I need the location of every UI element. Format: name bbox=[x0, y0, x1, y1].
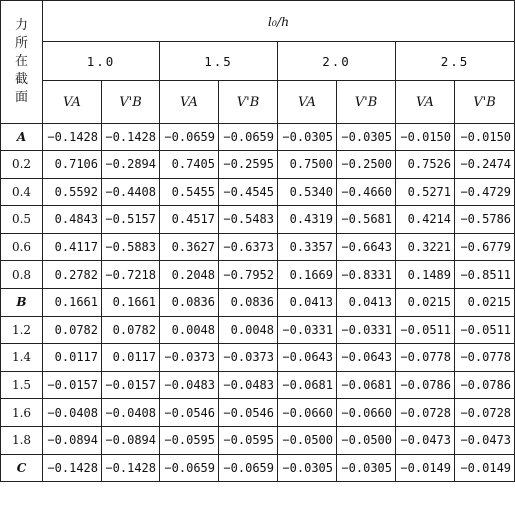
ratio-value-header: 1.5 bbox=[160, 42, 278, 81]
table-cell: −0.0500 bbox=[278, 426, 337, 454]
table-cell: 0.3221 bbox=[396, 233, 455, 261]
section-label: 1.6 bbox=[1, 399, 43, 427]
symbol-header-va: VA bbox=[160, 81, 219, 124]
section-label: 0.8 bbox=[1, 261, 43, 289]
symbol-header-vb: V'B bbox=[219, 81, 278, 124]
table-cell: −0.0659 bbox=[219, 454, 278, 482]
table-cell: 0.7500 bbox=[278, 151, 337, 179]
table-cell: −0.0305 bbox=[278, 124, 337, 151]
table-cell: 0.0048 bbox=[219, 316, 278, 344]
table-row bbox=[1, 233, 515, 261]
table-cell: −0.7952 bbox=[219, 261, 278, 289]
table-cell: −0.0511 bbox=[455, 316, 515, 344]
table-cell: −0.6779 bbox=[455, 233, 515, 261]
table-row bbox=[1, 124, 515, 151]
table-row bbox=[1, 399, 515, 427]
table-cell: 0.1661 bbox=[102, 288, 160, 316]
table-cell: −0.1428 bbox=[102, 454, 160, 482]
table-cell: −0.0157 bbox=[43, 371, 102, 399]
table-cell: −0.0483 bbox=[160, 371, 219, 399]
table-cell: −0.0305 bbox=[337, 124, 396, 151]
table-cell: −0.4545 bbox=[219, 178, 278, 206]
table-cell: 0.1489 bbox=[396, 261, 455, 289]
table-cell: −0.0595 bbox=[160, 426, 219, 454]
table-cell: −0.0728 bbox=[455, 399, 515, 427]
table-row bbox=[1, 288, 515, 316]
table-cell: 0.5340 bbox=[278, 178, 337, 206]
table-cell: −0.0373 bbox=[160, 344, 219, 372]
table-cell: −0.0483 bbox=[219, 371, 278, 399]
table-row bbox=[1, 151, 515, 179]
table-cell: −0.4660 bbox=[337, 178, 396, 206]
table-cell: −0.5883 bbox=[102, 233, 160, 261]
table-cell: −0.0894 bbox=[43, 426, 102, 454]
table-cell: 0.0048 bbox=[160, 316, 219, 344]
section-label: 1.8 bbox=[1, 426, 43, 454]
symbol-header-va: VA bbox=[278, 81, 337, 124]
table-cell: −0.0157 bbox=[102, 371, 160, 399]
table-cell: −0.8331 bbox=[337, 261, 396, 289]
symbol-header-vb: V'B bbox=[102, 81, 160, 124]
table-cell: −0.0408 bbox=[43, 399, 102, 427]
table-cell: −0.2474 bbox=[455, 151, 515, 179]
table-cell: −0.0681 bbox=[278, 371, 337, 399]
section-label: 0.2 bbox=[1, 151, 43, 179]
table-cell: 0.4117 bbox=[43, 233, 102, 261]
section-label: A bbox=[1, 124, 43, 151]
table-cell: 0.7526 bbox=[396, 151, 455, 179]
table-cell: −0.5786 bbox=[455, 206, 515, 234]
table-cell: −0.0681 bbox=[337, 371, 396, 399]
table-cell: −0.0786 bbox=[396, 371, 455, 399]
section-label: C bbox=[1, 454, 43, 482]
ratio-value-header: 2.0 bbox=[278, 42, 396, 81]
table-cell: 0.0782 bbox=[102, 316, 160, 344]
table-cell: −0.0149 bbox=[396, 454, 455, 482]
table-cell: −0.0500 bbox=[337, 426, 396, 454]
table-cell: 0.2048 bbox=[160, 261, 219, 289]
table-row bbox=[1, 426, 515, 454]
table-cell: −0.4408 bbox=[102, 178, 160, 206]
table-cell: 0.0215 bbox=[396, 288, 455, 316]
table-cell: 0.7405 bbox=[160, 151, 219, 179]
table-cell: 0.0413 bbox=[278, 288, 337, 316]
section-label: 1.2 bbox=[1, 316, 43, 344]
table-cell: 0.0413 bbox=[337, 288, 396, 316]
symbol-header-va: VA bbox=[396, 81, 455, 124]
table-row bbox=[1, 454, 515, 482]
section-label: 1.5 bbox=[1, 371, 43, 399]
table-cell: 0.0117 bbox=[102, 344, 160, 372]
table-cell: −0.0660 bbox=[337, 399, 396, 427]
table-cell: 0.7106 bbox=[43, 151, 102, 179]
table-cell: 0.3627 bbox=[160, 233, 219, 261]
ratio-value-header: 1.0 bbox=[43, 42, 160, 81]
table-cell: 0.0215 bbox=[455, 288, 515, 316]
section-header-char: 面 bbox=[14, 90, 28, 105]
table-cell: −0.0660 bbox=[278, 399, 337, 427]
table-cell: 0.1669 bbox=[278, 261, 337, 289]
table-cell: −0.0778 bbox=[455, 344, 515, 372]
section-label: 1.4 bbox=[1, 344, 43, 372]
table-body bbox=[1, 124, 515, 482]
section-header-char: 力 bbox=[14, 18, 28, 33]
table-cell: 0.3357 bbox=[278, 233, 337, 261]
table-cell: −0.2595 bbox=[219, 151, 278, 179]
table-row bbox=[1, 371, 515, 399]
table-cell: −0.0728 bbox=[396, 399, 455, 427]
table-cell: −0.2894 bbox=[102, 151, 160, 179]
table-cell: −0.0305 bbox=[278, 454, 337, 482]
table-row bbox=[1, 261, 515, 289]
table-cell: 0.1661 bbox=[43, 288, 102, 316]
table-cell: −0.0473 bbox=[396, 426, 455, 454]
table-cell: −0.0408 bbox=[102, 399, 160, 427]
ratio-value-header: 2.5 bbox=[396, 42, 515, 81]
table-cell: −0.0473 bbox=[455, 426, 515, 454]
table-cell: −0.0149 bbox=[455, 454, 515, 482]
table-cell: −0.0659 bbox=[160, 124, 219, 151]
table-cell: −0.0778 bbox=[396, 344, 455, 372]
table-row bbox=[1, 344, 515, 372]
table-cell: −0.0643 bbox=[278, 344, 337, 372]
table-cell: 0.5271 bbox=[396, 178, 455, 206]
table-cell: −0.0546 bbox=[160, 399, 219, 427]
table-cell: 0.0836 bbox=[219, 288, 278, 316]
table-cell: −0.0150 bbox=[396, 124, 455, 151]
table-cell: 0.5592 bbox=[43, 178, 102, 206]
symbol-header-va: VA bbox=[43, 81, 102, 124]
table-cell: 0.4319 bbox=[278, 206, 337, 234]
ratio-header: l₀/h bbox=[43, 1, 515, 42]
table-cell: −0.1428 bbox=[43, 454, 102, 482]
table-cell: −0.0546 bbox=[219, 399, 278, 427]
table-cell: −0.0331 bbox=[278, 316, 337, 344]
symbol-header-vb: V'B bbox=[337, 81, 396, 124]
table-cell: −0.5681 bbox=[337, 206, 396, 234]
table-cell: −0.0894 bbox=[102, 426, 160, 454]
table-cell: −0.0595 bbox=[219, 426, 278, 454]
table-cell: −0.0659 bbox=[219, 124, 278, 151]
table-cell: −0.0659 bbox=[160, 454, 219, 482]
section-header-char: 在 bbox=[14, 54, 28, 69]
table-cell: −0.0373 bbox=[219, 344, 278, 372]
table-cell: 0.4517 bbox=[160, 206, 219, 234]
table-cell: 0.4214 bbox=[396, 206, 455, 234]
table-cell: −0.6643 bbox=[337, 233, 396, 261]
section-header bbox=[1, 1, 43, 124]
table-cell: −0.0643 bbox=[337, 344, 396, 372]
table-cell: −0.5483 bbox=[219, 206, 278, 234]
table-cell: −0.1428 bbox=[102, 124, 160, 151]
symbol-header-vb: V'B bbox=[455, 81, 515, 124]
table-row bbox=[1, 316, 515, 344]
section-label: 0.5 bbox=[1, 206, 43, 234]
table-cell: −0.1428 bbox=[43, 124, 102, 151]
table-cell: 0.0782 bbox=[43, 316, 102, 344]
table-cell: −0.0786 bbox=[455, 371, 515, 399]
table-cell: −0.6373 bbox=[219, 233, 278, 261]
section-label: 0.6 bbox=[1, 233, 43, 261]
table-cell: 0.0836 bbox=[160, 288, 219, 316]
table-row bbox=[1, 206, 515, 234]
table-row bbox=[1, 178, 515, 206]
table-cell: −0.8511 bbox=[455, 261, 515, 289]
table-cell: 0.2782 bbox=[43, 261, 102, 289]
table-cell: −0.0150 bbox=[455, 124, 515, 151]
section-label: 0.4 bbox=[1, 178, 43, 206]
table-cell: −0.0331 bbox=[337, 316, 396, 344]
table-cell: −0.7218 bbox=[102, 261, 160, 289]
section-header-char: 截 bbox=[14, 72, 28, 87]
table-cell: −0.2500 bbox=[337, 151, 396, 179]
table-cell: 0.5455 bbox=[160, 178, 219, 206]
table-cell: −0.5157 bbox=[102, 206, 160, 234]
section-header-char: 所 bbox=[14, 36, 28, 51]
table-cell: −0.4729 bbox=[455, 178, 515, 206]
section-label: B bbox=[1, 288, 43, 316]
table-cell: 0.4843 bbox=[43, 206, 102, 234]
table-cell: −0.0511 bbox=[396, 316, 455, 344]
table-cell: 0.0117 bbox=[43, 344, 102, 372]
table-cell: −0.0305 bbox=[337, 454, 396, 482]
